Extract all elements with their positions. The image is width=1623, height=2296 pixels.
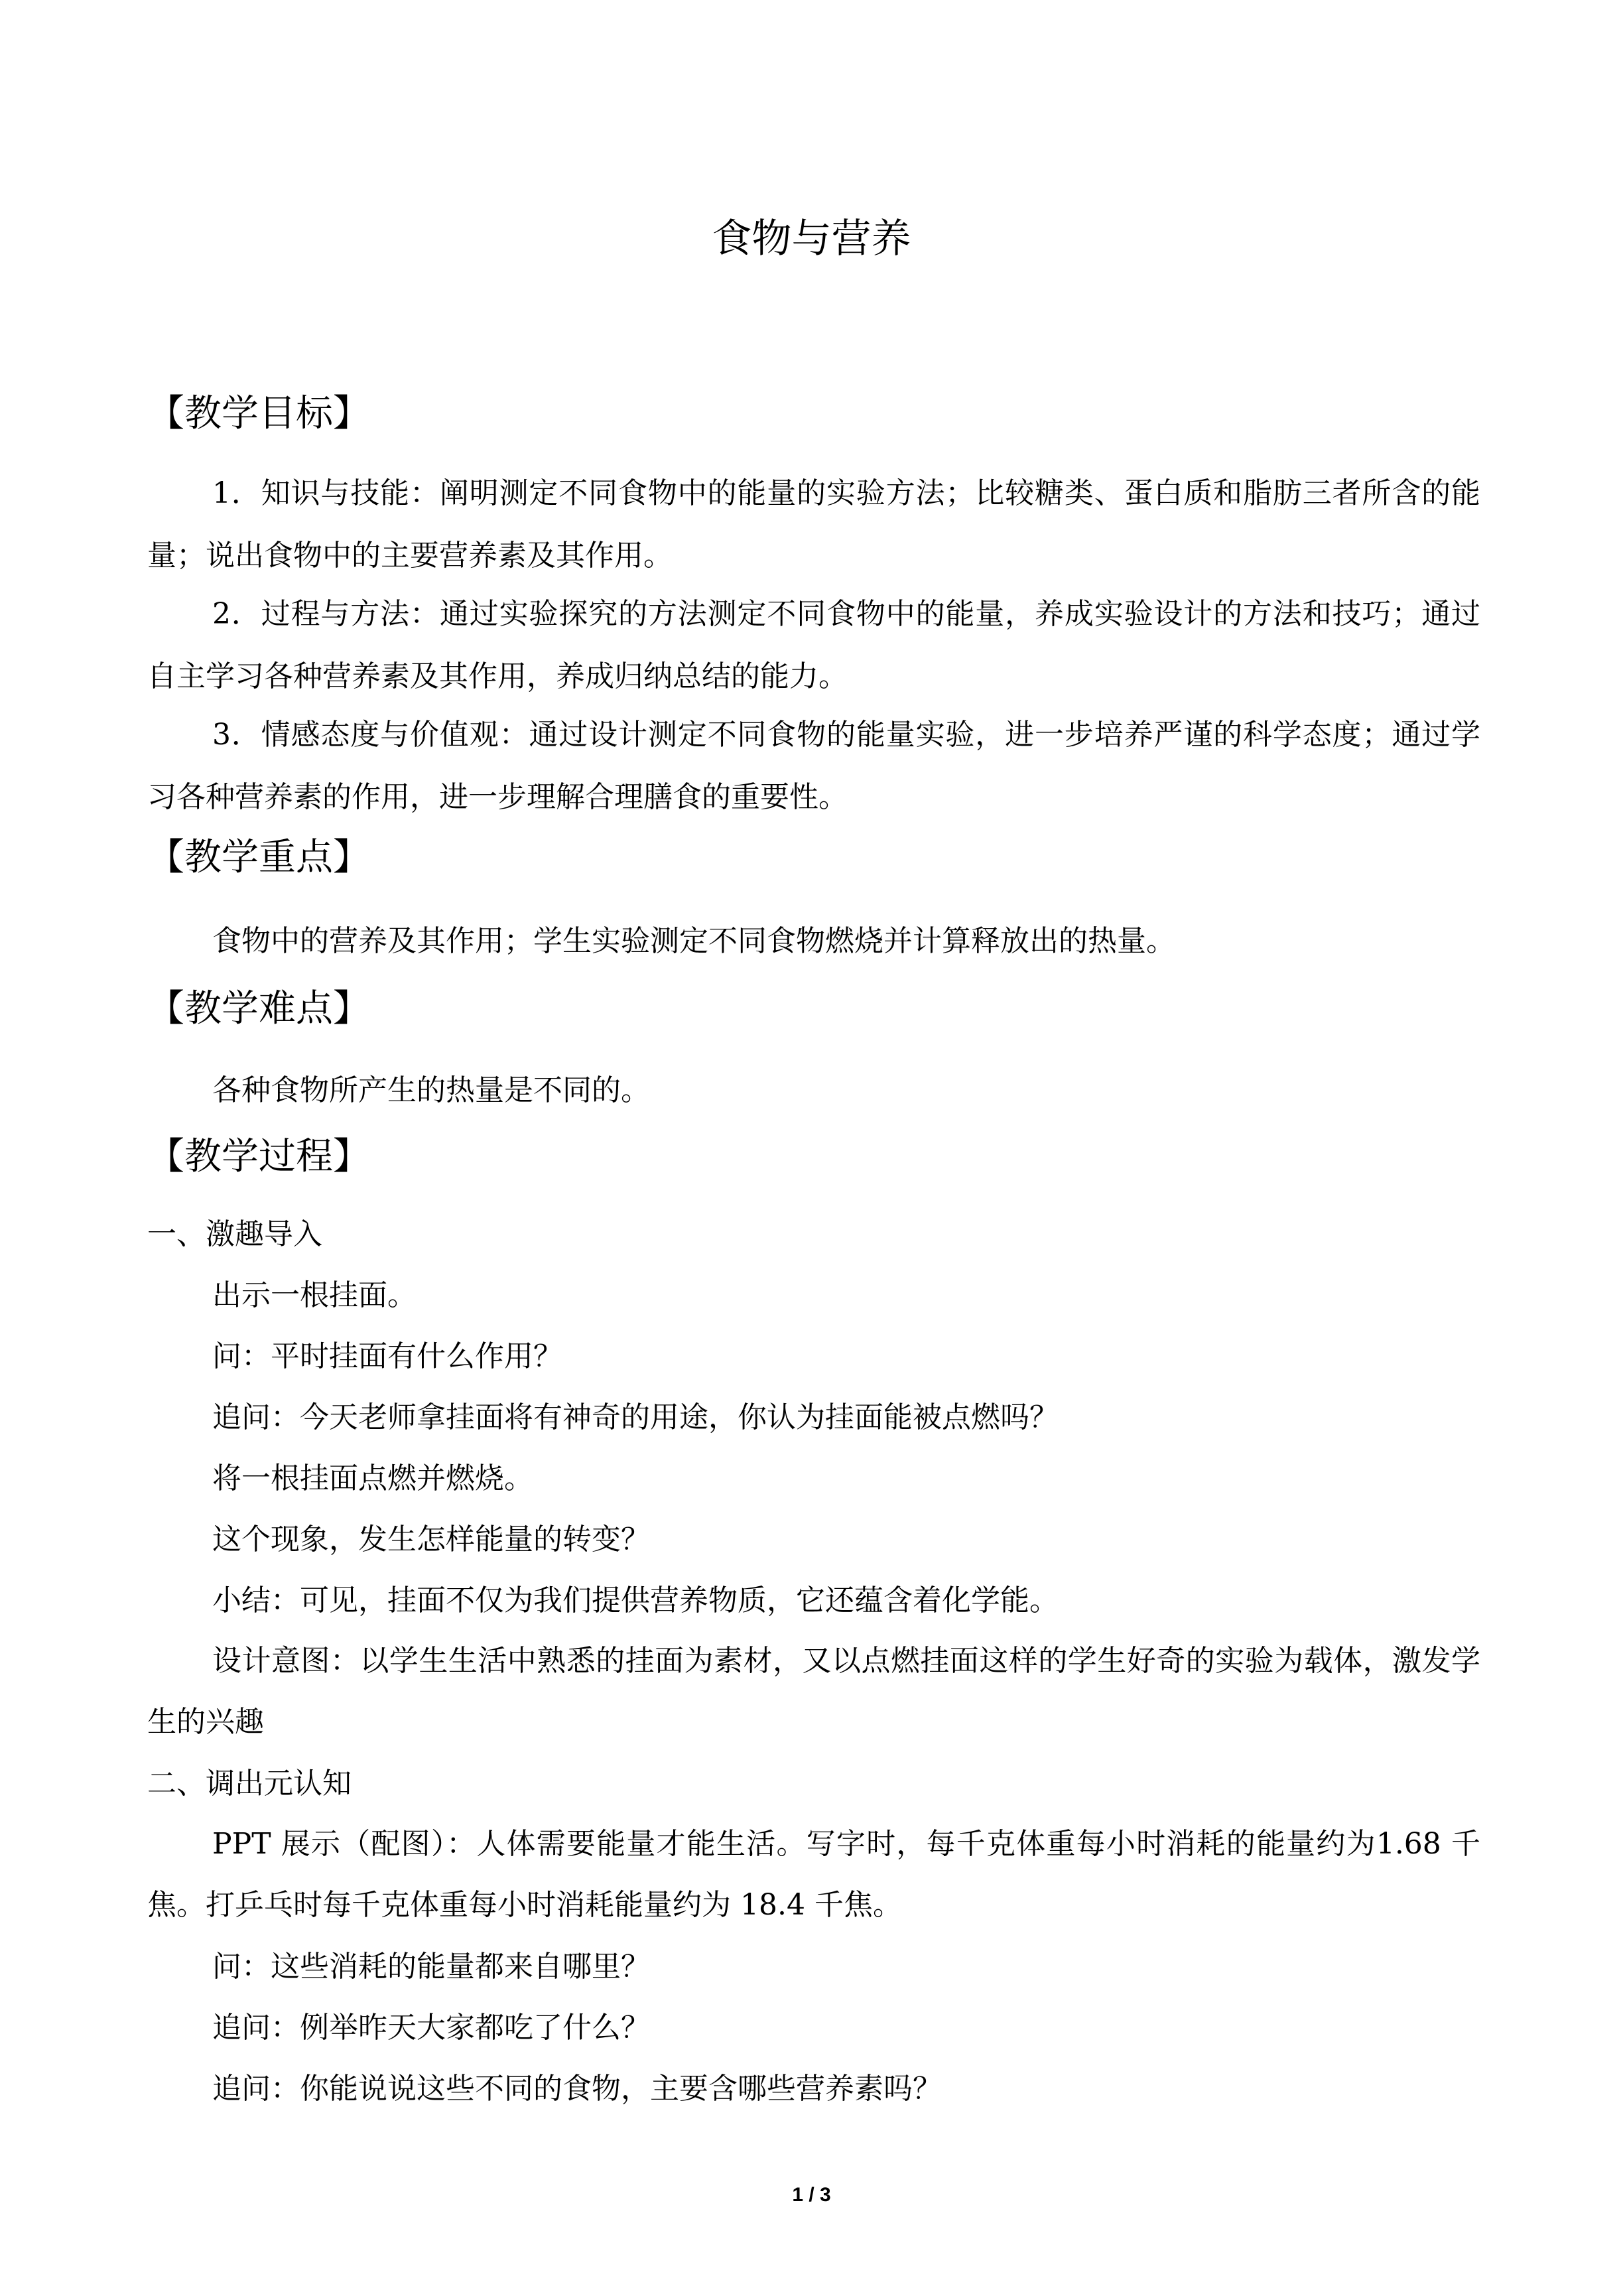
objective-attitude: 3．情感态度与价值观：通过设计测定不同食物的能量实验，进一步培养严谨的科学态度；通过学习各种营养素的作用，进一步理解合理膳食的重要性。 xyxy=(147,718,1480,814)
part2-ppt-text: PPT 展示（配图）：人体需要能量才能生活。写字时，每千克体重每小时消耗的能量约为1.68 千焦。打乒乓时每千克体重每小时消耗能量约为 18.4 千焦。 xyxy=(147,1827,1480,1922)
part1-line: 将一根挂面点燃并燃烧。 xyxy=(212,1461,533,1495)
part2-line: 追问：你能说说这些不同的食物，主要含哪些营养素吗？ xyxy=(212,2072,942,2106)
key-points-text: 食物中的营养及其作用；学生实验测定不同食物燃烧并计算释放出的热量。 xyxy=(212,924,1175,958)
page-number: 1 / 3 xyxy=(792,2184,831,2206)
part1-line: 小结：可见，挂面不仅为我们提供营养物质，它还蕴含着化学能。 xyxy=(212,1584,1059,1617)
key-points-heading: 【教学重点】 xyxy=(147,836,370,879)
objectives-heading: 【教学目标】 xyxy=(147,392,370,435)
part1-design-intent: 设计意图：以学生生活中熟悉的挂面为素材，又以点燃挂面这样的学生好奇的实验为载体，激发学生的兴趣 xyxy=(147,1644,1480,1739)
part1-title: 一、激趣导入 xyxy=(147,1217,322,1251)
part1-line: 出示一根挂面。 xyxy=(212,1278,417,1312)
document-title: 食物与营养 xyxy=(712,216,911,262)
process-heading: 【教学过程】 xyxy=(147,1135,370,1178)
part2-line: 问：这些消耗的能量都来自哪里？ xyxy=(212,1950,650,1984)
part2-title: 二、调出元认知 xyxy=(147,1767,352,1800)
part2-line: 追问：例举昨天大家都吃了什么？ xyxy=(212,2011,650,2045)
difficulties-text: 各种食物所产生的热量是不同的。 xyxy=(212,1073,650,1107)
part1-line: 问：平时挂面有什么作用？ xyxy=(212,1339,562,1373)
objective-process: 2．过程与方法：通过实验探究的方法测定不同食物中的能量，养成实验设计的方法和技巧；通过自主学习各种营养素及其作用，养成归纳总结的能力。 xyxy=(147,597,1480,693)
part1-line: 追问：今天老师拿挂面将有神奇的用途，你认为挂面能被点燃吗？ xyxy=(212,1400,1059,1434)
difficulties-heading: 【教学难点】 xyxy=(147,987,370,1030)
part1-line: 这个现象，发生怎样能量的转变？ xyxy=(212,1522,650,1556)
objective-knowledge: 1．知识与技能：阐明测定不同食物中的能量的实验方法；比较糖类、蛋白质和脂肪三者所含的能量；说出食物中的主要营养素及其作用。 xyxy=(147,476,1480,573)
